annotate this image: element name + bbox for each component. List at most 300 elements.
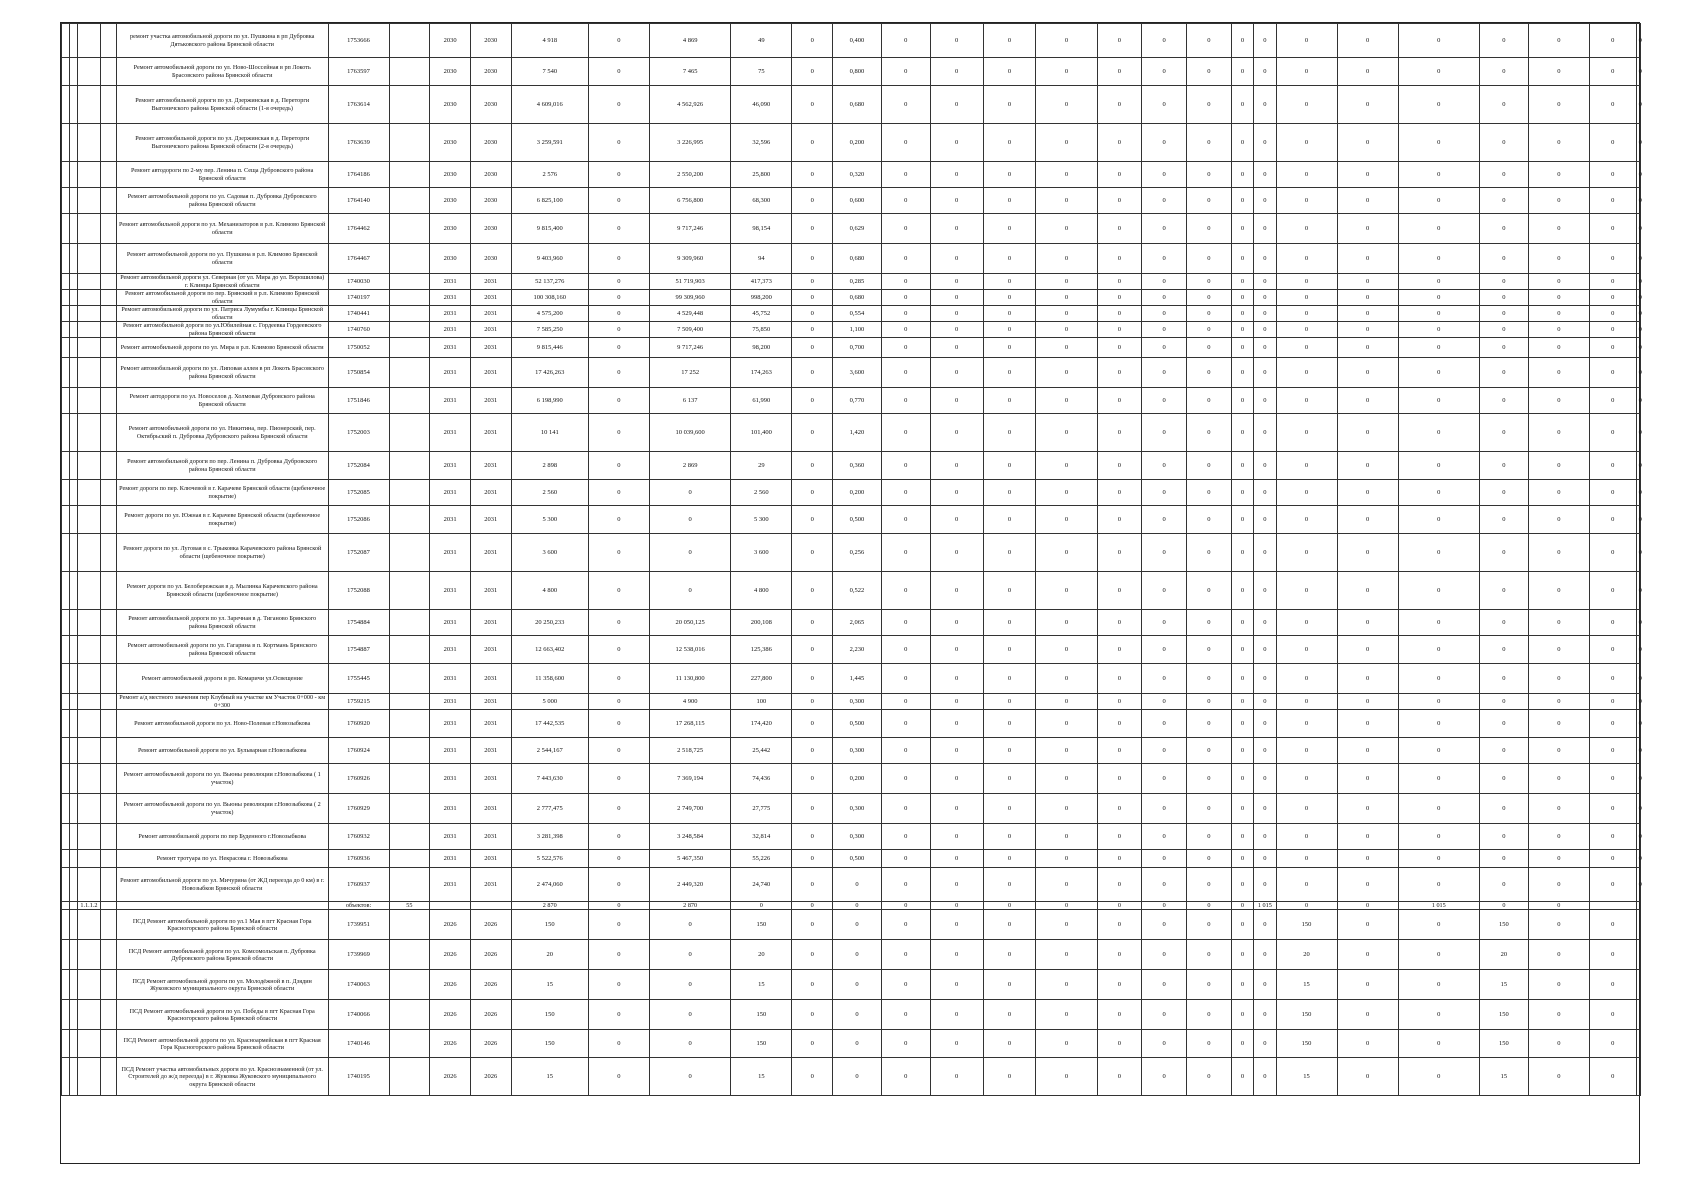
year-start: 2031 — [430, 850, 471, 868]
municipal-value: 15 — [731, 1058, 792, 1096]
zero-cell: 0 — [983, 636, 1036, 664]
zero-cell: 0 — [1479, 338, 1528, 358]
spacer-cell — [70, 290, 78, 306]
zero-cell: 0 — [1036, 480, 1097, 506]
object-code: 1760924 — [328, 738, 389, 764]
psd-value: 20 — [1276, 940, 1337, 970]
object-name: ПСД Ремонт автомобильной дороги по ул.1 Мая в пгт Красная Гора Красногорского района Брянской области — [116, 910, 328, 940]
zero-cell: 0 — [1187, 664, 1232, 694]
regional-value: 17 268,115 — [649, 710, 730, 738]
zero-cell: 0 — [1589, 338, 1636, 358]
zero-cell: 0 — [881, 710, 930, 738]
zero-cell: 0 — [1254, 1058, 1276, 1096]
spacer-cell — [62, 902, 70, 910]
zero-cell: 0 — [1528, 850, 1589, 868]
group-value: 0 — [1276, 902, 1337, 910]
spacer-cell — [78, 572, 100, 610]
year-end: 2031 — [470, 388, 511, 414]
empty-cell — [430, 902, 471, 910]
zero-cell: 0 — [1097, 244, 1142, 274]
spacer-cell — [100, 162, 116, 188]
spacer-cell — [100, 1058, 116, 1096]
total-value: 5 000 — [511, 694, 588, 710]
zero-cell: 0 — [1276, 338, 1337, 358]
regional-value: 3 226,995 — [649, 124, 730, 162]
year-end: 2030 — [470, 58, 511, 86]
year-start: 2030 — [430, 244, 471, 274]
zero-cell: 0 — [881, 306, 930, 322]
federal-value: 0 — [588, 162, 649, 188]
zero-cell: 0 — [1528, 506, 1589, 534]
zero-cell: 0 — [930, 86, 983, 124]
spacer-cell — [62, 824, 70, 850]
year-end: 2031 — [470, 452, 511, 480]
zero-cell: 0 — [1276, 850, 1337, 868]
zero-cell: 0 — [1231, 480, 1253, 506]
zero-cell: 0 — [1097, 738, 1142, 764]
spacer-cell — [78, 480, 100, 506]
spacer-cell — [100, 506, 116, 534]
zero-cell: 0 — [1231, 452, 1253, 480]
zero-cell: 0 — [1276, 610, 1337, 636]
zero-cell: 0 — [1636, 124, 1640, 162]
zero-cell: 0 — [1036, 910, 1097, 940]
extra-value: 0 — [792, 572, 833, 610]
zero-cell: 0 — [1589, 124, 1636, 162]
zero-cell: 0 — [1254, 738, 1276, 764]
zero-cell: 0 — [1276, 306, 1337, 322]
zero-cell: 0 — [1398, 124, 1479, 162]
extra-value: 0 — [792, 850, 833, 868]
zero-cell: 0 — [1036, 664, 1097, 694]
zero-cell: 0 — [1142, 940, 1187, 970]
zero-cell: 0 — [881, 794, 930, 824]
object-code: 1763639 — [328, 124, 389, 162]
zero-cell: 0 — [1479, 710, 1528, 738]
group-value: 0 — [588, 902, 649, 910]
zero-cell: 0 — [1528, 794, 1589, 824]
object-code: 1751846 — [328, 388, 389, 414]
group-value: 2 870 — [649, 902, 730, 910]
zero-cell: 0 — [1097, 162, 1142, 188]
zero-cell: 0 — [1479, 506, 1528, 534]
zero-cell: 0 — [930, 124, 983, 162]
zero-cell: 0 — [1142, 306, 1187, 322]
zero-cell: 0 — [881, 214, 930, 244]
spacer-cell — [70, 764, 78, 794]
year-end: 2030 — [470, 24, 511, 58]
spacer-cell — [100, 452, 116, 480]
year-end: 2031 — [470, 636, 511, 664]
table-row — [62, 214, 1641, 244]
length-value: 0 — [833, 1000, 882, 1030]
zero-cell: 0 — [1337, 850, 1398, 868]
spacer-cell — [70, 970, 78, 1000]
zero-cell: 0 — [1479, 322, 1528, 338]
zero-cell: 0 — [1479, 388, 1528, 414]
total-value: 9 403,960 — [511, 244, 588, 274]
zero-cell: 0 — [881, 124, 930, 162]
zero-cell: 0 — [881, 388, 930, 414]
zero-cell: 0 — [1187, 710, 1232, 738]
zero-cell: 0 — [1337, 1058, 1398, 1096]
zero-cell: 0 — [1479, 452, 1528, 480]
zero-cell: 0 — [1254, 506, 1276, 534]
zero-cell: 0 — [1097, 970, 1142, 1000]
zero-cell: 0 — [930, 940, 983, 970]
zero-cell: 0 — [1254, 388, 1276, 414]
zero-cell: 0 — [1398, 358, 1479, 388]
zero-cell: 0 — [1528, 162, 1589, 188]
spacer-cell — [78, 610, 100, 636]
zero-cell: 0 — [1142, 694, 1187, 710]
length-value: 1,420 — [833, 414, 882, 452]
total-value: 4 800 — [511, 572, 588, 610]
spacer-cell — [70, 910, 78, 940]
year-end: 2031 — [470, 738, 511, 764]
regional-value: 0 — [649, 910, 730, 940]
regional-value: 9 717,246 — [649, 214, 730, 244]
zero-cell: 0 — [1187, 188, 1232, 214]
zero-cell: 0 — [1231, 506, 1253, 534]
regional-value: 0 — [649, 480, 730, 506]
length-value: 0,770 — [833, 388, 882, 414]
zero-cell: 0 — [1254, 764, 1276, 794]
object-code: 1764186 — [328, 162, 389, 188]
zero-cell: 0 — [1142, 850, 1187, 868]
psd-value: 15 — [1276, 970, 1337, 1000]
zero-cell: 0 — [1398, 738, 1479, 764]
object-code: 1755445 — [328, 664, 389, 694]
empty-cell — [389, 86, 430, 124]
spacer-cell — [78, 322, 100, 338]
municipal-value: 227,800 — [731, 664, 792, 694]
regional-value: 11 130,800 — [649, 664, 730, 694]
empty-cell — [389, 1030, 430, 1058]
zero-cell: 0 — [1337, 738, 1398, 764]
year-start: 2030 — [430, 214, 471, 244]
spacer-cell — [62, 610, 70, 636]
year-start: 2031 — [430, 824, 471, 850]
zero-cell: 0 — [1254, 58, 1276, 86]
zero-cell: 0 — [1589, 306, 1636, 322]
psd-value: 15 — [1479, 970, 1528, 1000]
total-value: 6 198,990 — [511, 388, 588, 414]
year-start: 2031 — [430, 480, 471, 506]
table-row — [62, 824, 1641, 850]
extra-value: 0 — [792, 480, 833, 506]
zero-cell: 0 — [983, 322, 1036, 338]
table-row — [62, 452, 1641, 480]
zero-cell: 0 — [881, 414, 930, 452]
federal-value: 0 — [588, 534, 649, 572]
spacer-cell — [78, 694, 100, 710]
year-end: 2031 — [470, 414, 511, 452]
spacer-cell — [62, 306, 70, 322]
zero-cell: 0 — [1398, 970, 1479, 1000]
year-start: 2031 — [430, 506, 471, 534]
municipal-value: 75 — [731, 58, 792, 86]
length-value: 0,680 — [833, 290, 882, 306]
zero-cell: 0 — [1142, 1058, 1187, 1096]
empty-cell — [389, 506, 430, 534]
extra-value: 0 — [792, 24, 833, 58]
municipal-value: 150 — [731, 1000, 792, 1030]
extra-value: 0 — [792, 710, 833, 738]
zero-cell: 0 — [1142, 414, 1187, 452]
zero-cell: 0 — [1097, 452, 1142, 480]
zero-cell: 0 — [1479, 764, 1528, 794]
regional-value: 51 719,903 — [649, 274, 730, 290]
zero-cell: 0 — [881, 358, 930, 388]
zero-cell: 0 — [1097, 358, 1142, 388]
object-code: 1740146 — [328, 1030, 389, 1058]
zero-cell: 0 — [1276, 764, 1337, 794]
document-sheet — [60, 22, 1640, 1164]
object-code: 1740760 — [328, 322, 389, 338]
extra-value: 0 — [792, 188, 833, 214]
data-table — [61, 23, 1641, 1096]
zero-cell: 0 — [1479, 480, 1528, 506]
municipal-value: 15 — [731, 970, 792, 1000]
zero-cell: 0 — [1276, 480, 1337, 506]
group-label: объектов: — [328, 902, 389, 910]
federal-value: 0 — [588, 764, 649, 794]
zero-cell: 0 — [983, 910, 1036, 940]
municipal-value: 174,420 — [731, 710, 792, 738]
zero-cell: 0 — [1479, 274, 1528, 290]
spacer-cell — [62, 1058, 70, 1096]
psd-value: 150 — [1479, 1000, 1528, 1030]
zero-cell: 0 — [1231, 274, 1253, 290]
length-value: 0,700 — [833, 338, 882, 358]
zero-cell: 0 — [1254, 306, 1276, 322]
federal-value: 0 — [588, 338, 649, 358]
spacer-cell — [70, 710, 78, 738]
zero-cell: 0 — [1097, 290, 1142, 306]
federal-value: 0 — [588, 710, 649, 738]
empty-cell — [470, 902, 511, 910]
zero-cell: 0 — [1036, 850, 1097, 868]
year-end: 2026 — [470, 1030, 511, 1058]
table-row — [62, 188, 1641, 214]
zero-cell: 0 — [1589, 664, 1636, 694]
spacer-cell — [62, 710, 70, 738]
empty-cell — [389, 188, 430, 214]
zero-cell: 0 — [930, 388, 983, 414]
spacer-cell — [70, 274, 78, 290]
year-start: 2031 — [430, 764, 471, 794]
zero-cell: 0 — [1337, 664, 1398, 694]
zero-cell: 0 — [983, 868, 1036, 902]
zero-cell: 0 — [1479, 306, 1528, 322]
spacer-cell — [70, 940, 78, 970]
municipal-value: 24,740 — [731, 868, 792, 902]
spacer-cell — [78, 940, 100, 970]
year-end: 2030 — [470, 214, 511, 244]
zero-cell: 0 — [1636, 290, 1640, 306]
zero-cell: 0 — [1254, 338, 1276, 358]
zero-cell: 0 — [1589, 214, 1636, 244]
federal-value: 0 — [588, 290, 649, 306]
municipal-value: 75,850 — [731, 322, 792, 338]
zero-cell: 0 — [930, 738, 983, 764]
spacer-cell — [78, 910, 100, 940]
zero-cell: 0 — [930, 610, 983, 636]
zero-cell: 0 — [1636, 306, 1640, 322]
zero-cell: 0 — [1142, 506, 1187, 534]
table-row — [62, 306, 1641, 322]
zero-cell: 0 — [1276, 244, 1337, 274]
length-value: 0,300 — [833, 794, 882, 824]
year-start: 2030 — [430, 188, 471, 214]
zero-cell: 0 — [1337, 322, 1398, 338]
zero-cell: 0 — [1187, 244, 1232, 274]
zero-cell: 0 — [1276, 24, 1337, 58]
spacer-cell — [62, 452, 70, 480]
spacer-cell — [62, 664, 70, 694]
object-code: 1752085 — [328, 480, 389, 506]
year-start: 2030 — [430, 124, 471, 162]
year-end: 2026 — [470, 910, 511, 940]
spacer-cell — [100, 610, 116, 636]
zero-cell: 0 — [1142, 480, 1187, 506]
spacer-cell — [78, 1030, 100, 1058]
empty-cell — [389, 534, 430, 572]
psd-value: 150 — [1276, 910, 1337, 940]
spacer-cell — [62, 794, 70, 824]
object-code: 1760926 — [328, 764, 389, 794]
zero-cell: 0 — [1142, 794, 1187, 824]
zero-cell: 0 — [1036, 452, 1097, 480]
zero-cell: 0 — [1187, 1000, 1232, 1030]
zero-cell: 0 — [1589, 710, 1636, 738]
year-start: 2031 — [430, 452, 471, 480]
zero-cell: 0 — [1254, 824, 1276, 850]
municipal-value: 3 600 — [731, 534, 792, 572]
object-code: 1759215 — [328, 694, 389, 710]
zero-cell: 0 — [983, 1030, 1036, 1058]
federal-value: 0 — [588, 910, 649, 940]
psd-value: 150 — [1479, 1030, 1528, 1058]
group-value: 0 — [1036, 902, 1097, 910]
year-end: 2026 — [470, 970, 511, 1000]
regional-value: 17 252 — [649, 358, 730, 388]
object-name: Ремонт автомобильной дороги по ул. Ново-Шоссейная в рп Локоть Брасовского района Брянской области — [116, 58, 328, 86]
federal-value: 0 — [588, 636, 649, 664]
extra-value: 0 — [792, 452, 833, 480]
zero-cell: 0 — [1276, 414, 1337, 452]
total-value: 100 308,160 — [511, 290, 588, 306]
zero-cell: 0 — [1398, 910, 1479, 940]
spacer-cell — [62, 738, 70, 764]
length-value: 0,500 — [833, 710, 882, 738]
zero-cell: 0 — [1589, 480, 1636, 506]
zero-cell: 0 — [1231, 214, 1253, 244]
zero-cell: 0 — [1254, 124, 1276, 162]
zero-cell: 0 — [1636, 506, 1640, 534]
table-row — [62, 1030, 1641, 1058]
zero-cell: 0 — [1398, 664, 1479, 694]
object-name: Ремонт дороги по ул. Белобережская в д. Мылинка Карачевского района Брянской области (щебеночное покрытие) — [116, 572, 328, 610]
regional-value: 0 — [649, 1000, 730, 1030]
zero-cell: 0 — [983, 86, 1036, 124]
total-value: 20 — [511, 940, 588, 970]
zero-cell: 0 — [1142, 24, 1187, 58]
zero-cell: 0 — [1254, 86, 1276, 124]
zero-cell: 0 — [881, 1000, 930, 1030]
zero-cell: 0 — [930, 572, 983, 610]
zero-cell: 0 — [881, 534, 930, 572]
psd-value: 15 — [1276, 1058, 1337, 1096]
federal-value: 0 — [588, 414, 649, 452]
zero-cell: 0 — [1097, 506, 1142, 534]
object-code: 1740195 — [328, 1058, 389, 1096]
year-end: 2026 — [470, 1058, 511, 1096]
table-row — [62, 694, 1641, 710]
zero-cell: 0 — [1142, 338, 1187, 358]
zero-cell: 0 — [1589, 636, 1636, 664]
federal-value: 0 — [588, 1058, 649, 1096]
zero-cell: 0 — [1187, 868, 1232, 902]
zero-cell: 0 — [1254, 290, 1276, 306]
zero-cell: 0 — [1231, 664, 1253, 694]
zero-cell: 0 — [1398, 534, 1479, 572]
zero-cell: 0 — [1036, 1030, 1097, 1058]
federal-value: 0 — [588, 572, 649, 610]
zero-cell: 0 — [1142, 58, 1187, 86]
regional-value: 7 369,194 — [649, 764, 730, 794]
zero-cell: 0 — [1276, 86, 1337, 124]
object-code: 1740441 — [328, 306, 389, 322]
zero-cell: 0 — [1528, 868, 1589, 902]
regional-value: 0 — [649, 534, 730, 572]
zero-cell: 0 — [1254, 534, 1276, 572]
spacer-cell — [78, 824, 100, 850]
spacer-cell — [70, 306, 78, 322]
total-value: 5 300 — [511, 506, 588, 534]
zero-cell: 0 — [1528, 86, 1589, 124]
extra-value: 0 — [792, 970, 833, 1000]
spacer-cell — [78, 162, 100, 188]
length-value: 0,200 — [833, 764, 882, 794]
zero-cell: 0 — [1276, 710, 1337, 738]
zero-cell: 0 — [1398, 506, 1479, 534]
spacer-cell — [78, 306, 100, 322]
zero-cell: 0 — [1254, 274, 1276, 290]
length-value: 0,285 — [833, 274, 882, 290]
regional-value: 2 518,725 — [649, 738, 730, 764]
zero-cell: 0 — [1231, 794, 1253, 824]
zero-cell: 0 — [1187, 214, 1232, 244]
zero-cell: 0 — [930, 306, 983, 322]
object-code: 1760920 — [328, 710, 389, 738]
object-name: Ремонт автомобильной дороги по ул. Механизаторов в р.п. Климово Брянской области — [116, 214, 328, 244]
object-name: Ремонт а/д местного значения пер Клубный на участке км Участок 0+000 - км 0+300 — [116, 694, 328, 710]
zero-cell: 0 — [930, 910, 983, 940]
zero-cell: 0 — [983, 388, 1036, 414]
zero-cell: 0 — [1231, 188, 1253, 214]
zero-cell: 0 — [1636, 868, 1640, 902]
table-row — [62, 970, 1641, 1000]
total-value: 10 141 — [511, 414, 588, 452]
zero-cell: 0 — [1479, 290, 1528, 306]
municipal-value: 27,775 — [731, 794, 792, 824]
zero-cell: 0 — [1187, 506, 1232, 534]
municipal-value: 4 800 — [731, 572, 792, 610]
spacer-cell — [100, 794, 116, 824]
year-start: 2026 — [430, 910, 471, 940]
